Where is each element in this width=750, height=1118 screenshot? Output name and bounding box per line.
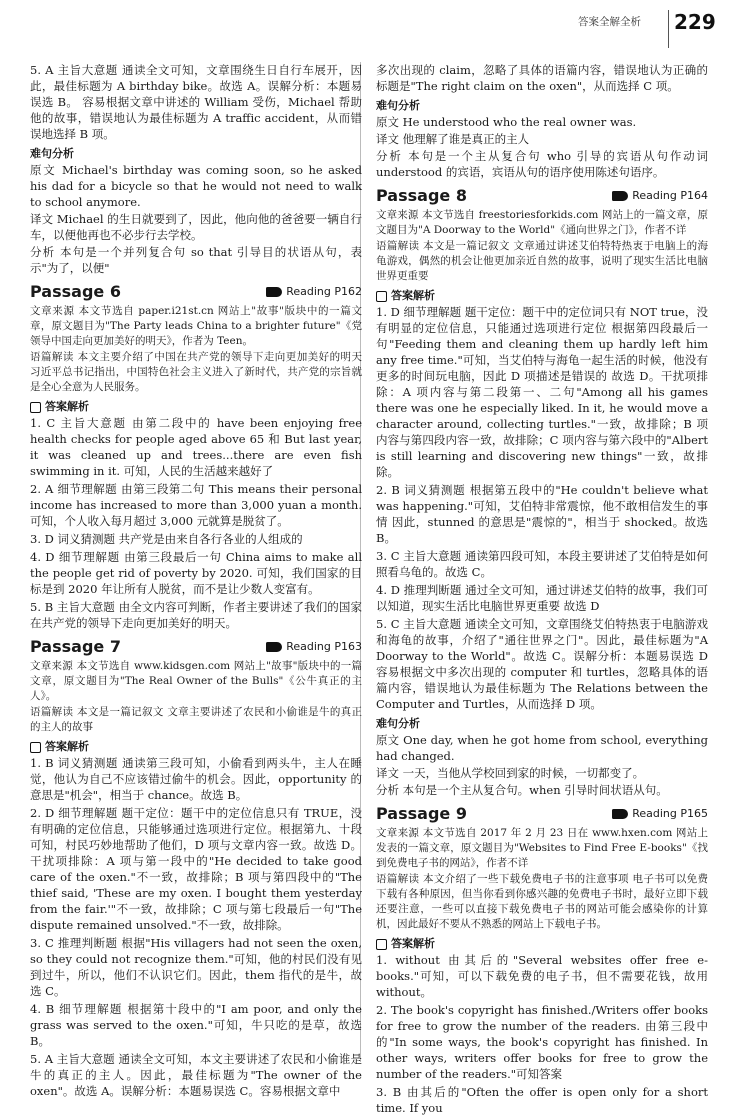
passage-6-header bbox=[30, 284, 362, 300]
passage-6-item: 1. C 主旨大意题 由第二段中的 have been enjoying free health checks for people aged above 65 和 But last year, it was cleaned up and trees...there are even fish swimming in it. 可知，人民的生活越来越好了 bbox=[30, 416, 362, 478]
passage-8-item: 2. B 词义猜测题 根据第五段中的"He couldn't believe what was happening."可知，艾伯特非常震惊，他不敢相信发生的事情 因此，stunned 的意思是"震惊的"，相当于 shocked。故选 B。 bbox=[376, 483, 708, 545]
passage-8-header bbox=[376, 188, 708, 204]
header-divider bbox=[668, 10, 669, 48]
passage-7-item: 3. C 推理判断题 根据"His villagers had not seen the oxen, so they could not recognize them."可知，他的村民们没有见到过牛，所以，他们不认识它们。因此，them 指代的是牛，故选 C。 bbox=[30, 936, 362, 998]
passage-6-title: Passage 6 bbox=[30, 282, 121, 301]
passage-7-item: 5. A 主旨大意题 通读全文可知，本文主要讲述了农民和小偷谁是牛的真正的主人。因此，最佳标题为"The owner of the oxen"。故选 A。误解分析：本题易误选 C。容易根据文章中 bbox=[30, 1052, 362, 1098]
lock-icon bbox=[30, 742, 41, 753]
passage-9-source: 文章来源 本文节选自 2017 年 2 月 23 日在 www.hxen.com 网站上发表的一篇文章，原文题目为"Websites to Find Free E-books"《找到免费电子书的网站》，作者不详 bbox=[376, 827, 708, 869]
page-number: 229 bbox=[674, 10, 716, 34]
passage-8-item: 4. D 推理判断题 通过全文可知，通过讲述艾伯特的故事，我们可以知道，现实生活比电脑世界更重要 故选 D bbox=[376, 583, 708, 613]
right-column bbox=[376, 62, 708, 1118]
difficult-title: 难句分析 bbox=[376, 99, 420, 112]
answer-title: 答案解析 bbox=[45, 400, 89, 413]
passage-8-reading bbox=[612, 188, 708, 204]
passage-7-item: 2. D 细节理解题 题干定位：题干中的定位信息只有 TRUE，没有明确的定位信息，只能够通过选项进行定位。根据第九、十段可知，村民巧妙地帮助了他们，D 项与文章内容一致。故选 D。干扰项排除：A 项与第一段中的"He decided to take good care of the oxen."不一致，故排除；B 项与第四段中的"The thief said, 'These are my oxen. I bought them yesterday from the fair.'"不一致，故排除；C 项与第七段最后一句"The dispute remained unsolved."不一致，故排除。 bbox=[30, 806, 362, 932]
left-column bbox=[30, 62, 362, 1101]
reading-ref: Reading P163 bbox=[286, 640, 362, 653]
passage-8-item: 1. D 细节理解题 题干定位：题干中的定位词只有 NOT true，没有明显的定位信息，只能通过选项进行定位 根据第四段最后一句"Feeding them and cleaning them up hardly left him any free time."可知，当艾伯特与海龟一起生活的时候，他没有更多的时间玩电脑，因此 D 项描述是错误的 故选 D。干扰项排除：A 项内容与第二段第一、二句"Among all his games there was one he especially liked. In it, he would move a character around, collecting turtles."一致，故排除；B 项内容与第四段内容一致，故排除；C 项内容与第六段中的"Albert is still learning and discovering new things"一致，故排除。 bbox=[376, 305, 708, 479]
difficult-analysis: 分析 本句是一个并列复合句 so that 引导目的状语从句，表示"为了，以便" bbox=[30, 245, 362, 275]
pointing-hand-icon bbox=[266, 642, 282, 652]
difficult-original: 原文 He understood who the real owner was. bbox=[376, 115, 637, 129]
passage-9-interp: 语篇解读 本文介绍了一些下载免费电子书的注意事项 电子书可以免费下载有各种原因，但当你看到你感兴趣的免费电子书时，最好立即下载 还要注意，一些可以直接下载免费电子书的网站可能会感染你的计算机，因此最好不要从不熟悉的网站上下载电子书。 bbox=[376, 873, 708, 930]
passage-8-item: 5. C 主旨大意题 通读全文可知，文章围绕艾伯特热衷于电脑游戏和海龟的故事，介绍了"通往世界之门"。因此，最佳标题为"A Doorway to the World"。故选 C。误解分析：本题易误选 D 容易根据文中多次出现的 computer 和 turtles，忽略具体的语篇内容，错误地认为最佳标题为 The Relations between the Computer and Turtles，从而选择 D 项。 bbox=[376, 617, 708, 711]
passage-8-source: 文章来源 本文节选自 freestoriesforkids.com 网站上的一篇文章，原文题目为"A Doorway to the World"《通向世界之门》，作者不详 bbox=[376, 209, 708, 236]
passage-6-item: 4. D 细节理解题 由第三段最后一句 China aims to make all the people get rid of poverty by 2020. 可知，我们国家的目标是到 2020 年让所有人脱贫，而不是让少数人变富有。 bbox=[30, 550, 362, 596]
passage-7-reading bbox=[266, 639, 362, 655]
answer-title: 答案解析 bbox=[45, 740, 89, 753]
passage-8-answer-head bbox=[376, 288, 708, 304]
difficult-title: 难句分析 bbox=[376, 717, 420, 730]
p5-answer-5: 5. A 主旨大意题 通读全文可知，文章围绕生日自行车展开，因此，最佳标题为 A birthday bike。故选 A。误解分析：本题易误选 B。 容易根据文章中讲述的 William 受伤，Michael 帮助他的故事，错误地认为最佳标题为 A traffic accident，从而错误地选择 B 项。 bbox=[30, 63, 362, 141]
passage-6-answer-head bbox=[30, 399, 362, 415]
passage-6-reading bbox=[266, 284, 362, 300]
passage-9-header bbox=[376, 806, 708, 822]
p7-continuation: 多次出现的 claim，忽略了具体的语篇内容，错误地认为正确的标题是"The right claim on the oxen"，从而选择 C 项。 bbox=[376, 63, 708, 93]
passage-9-answer-head bbox=[376, 936, 708, 952]
passage-7-header bbox=[30, 639, 362, 655]
pointing-hand-icon bbox=[612, 809, 628, 819]
passage-8-interp: 语篇解读 本文是一篇记叙文 文章通过讲述艾伯特特热衷于电脑上的海龟游戏，偶然的机会让他更加亲近自然的故事，说明了现实生活比电脑世界更重要 bbox=[376, 240, 708, 282]
passage-7-item: 1. B 词义猜测题 通读第三段可知，小偷看到两头牛，主人在睡觉，他认为自己不应该错过偷牛的机会。因此，opportunity 的意思是"机会"，相当于 chance。故选 B。 bbox=[30, 756, 362, 802]
passage-7-item: 4. B 细节理解题 根据第十段中的"I am poor, and only the grass was served to the oxen."可知，牛只吃的是草，故选 B。 bbox=[30, 1002, 362, 1048]
answer-title: 答案解析 bbox=[391, 289, 435, 302]
difficult-title: 难句分析 bbox=[30, 147, 74, 160]
passage-6-interp: 语篇解读 本文主要介绍了中国在共产党的领导下走向更加美好的明天 习近平总书记指出，中国特色社会主义进入了新时代，共产党的宗旨就是全心全意为人民服务。 bbox=[30, 351, 362, 393]
header-tag: 答案全解全析 bbox=[578, 16, 641, 28]
lock-icon bbox=[30, 402, 41, 413]
passage-9-reading bbox=[612, 806, 708, 822]
page-header bbox=[0, 0, 750, 50]
reading-ref: Reading P162 bbox=[286, 285, 362, 298]
passage-8-item: 3. C 主旨大意题 通读第四段可知，本段主要讲述了艾伯特是如何照看乌龟的。故选 C。 bbox=[376, 549, 708, 579]
difficult-original: 原文 Michael's birthday was coming soon, so he asked his dad for a bicycle so that he would not need to walk to school anymore. bbox=[30, 163, 362, 209]
passage-7-interp: 语篇解读 本文是一篇记叙文 文章主要讲述了农民和小偷谁是牛的真正的主人的故事 bbox=[30, 706, 362, 733]
answer-title: 答案解析 bbox=[391, 937, 435, 950]
passage-6-item: 3. D 词义猜测题 共产党是由来自各行各业的人组成的 bbox=[30, 532, 303, 546]
reading-ref: Reading P164 bbox=[632, 189, 708, 202]
passage-9-item: 1. without 由其后的"Several websites offer free e-books."可知，可以下载免费的电子书，但不需要花钱，故用 without。 bbox=[376, 953, 708, 999]
passage-6-item: 5. B 主旨大意题 由全文内容可判断，作者主要讲述了我们的国家在共产党的领导下走向更加美好的明天。 bbox=[30, 600, 362, 630]
difficult-analysis: 分析 本句是一个主从复合句。when 引导时间状语从句。 bbox=[376, 783, 668, 797]
pointing-hand-icon bbox=[266, 287, 282, 297]
difficult-original: 原文 One day, when he got home from school, everything had changed. bbox=[376, 733, 708, 763]
passage-6-source: 文章来源 本文节选自 paper.i21st.cn 网站上"故事"版块中的一篇文章，原文题目为"The Party leads China to a brighter future"《党领导中国走向更加美好的明天》，作者为 Teen。 bbox=[30, 305, 362, 347]
passage-9-title: Passage 9 bbox=[376, 804, 467, 823]
pointing-hand-icon bbox=[612, 191, 628, 201]
passage-9-item: 2. The book's copyright has finished./Writers offer books for free to grow the number of the readers. 由第三段中的"In some ways, the book's copyright has finished. In other ways, writers offer books for free to grow the number of the readers."可知答案 bbox=[376, 1003, 708, 1081]
reading-ref: Reading P165 bbox=[632, 807, 708, 820]
difficult-analysis: 分析 本句是一个主从复合句 who 引导的宾语从句作动词 understood 的宾语，宾语从句的语序使用陈述句语序。 bbox=[376, 149, 708, 179]
passage-7-source: 文章来源 本文节选自 www.kidsgen.com 网站上"故事"版块中的一篇文章，原文题目为"The Real Owner of the Bulls"《公牛真正的主人》。 bbox=[30, 660, 362, 702]
lock-icon bbox=[376, 939, 387, 950]
passage-7-answer-head bbox=[30, 739, 362, 755]
passage-7-title: Passage 7 bbox=[30, 637, 121, 656]
difficult-translation: 译文 Michael 的生日就要到了，因此，他向他的爸爸要一辆自行车，以便他再也不必步行去学校。 bbox=[30, 212, 362, 242]
difficult-translation: 译文 他理解了谁是真正的主人 bbox=[376, 132, 530, 146]
passage-8-title: Passage 8 bbox=[376, 186, 467, 205]
lock-icon bbox=[376, 291, 387, 302]
passage-9-item: 3. B 由其后的"Often the offer is open only for a short time. If you bbox=[376, 1085, 708, 1115]
passage-6-item: 2. A 细节理解题 由第三段第二句 This means their personal income has increased to more than 3,000 yuan a month. 可知，个人收入每月超过 3,000 元就算是脱贫了。 bbox=[30, 482, 362, 528]
difficult-translation: 译文 一天，当他从学校回到家的时候，一切都变了。 bbox=[376, 766, 645, 780]
